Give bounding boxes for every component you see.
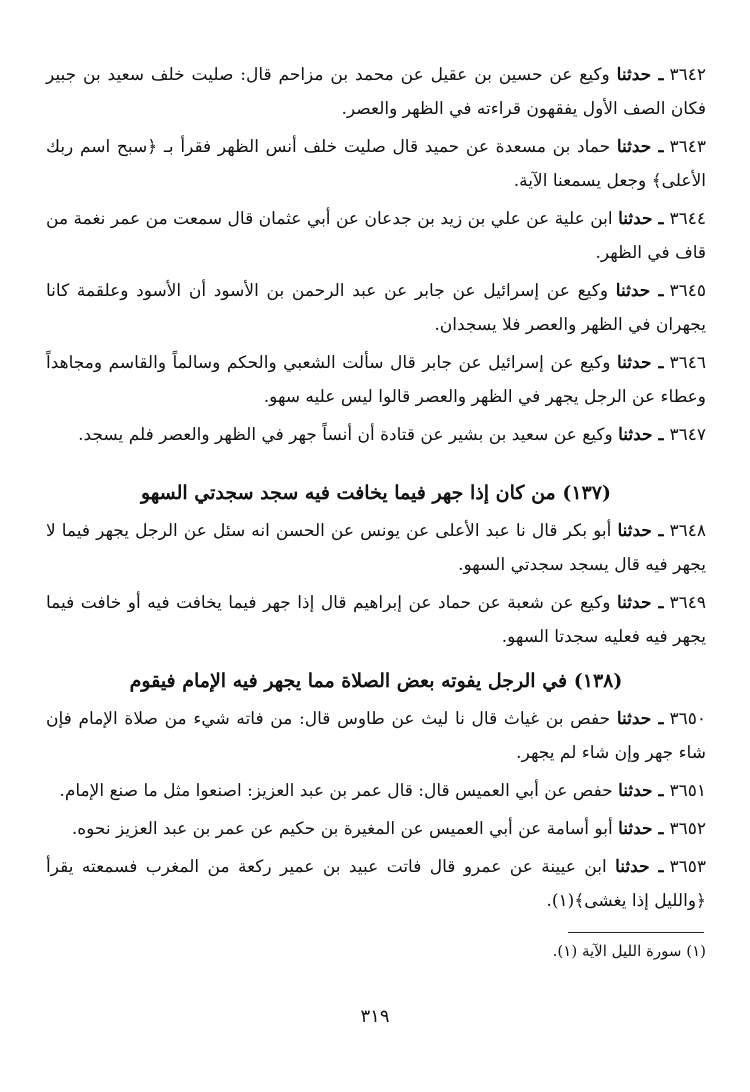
- hadith-text: وكيع عن شعبة عن حماد عن إبراهيم قال إذا جهر فيما يخافت فيه أو خافت فيما يجهر فيه فعليه سجدتا السهو.: [46, 593, 706, 647]
- hadith-paragraph: [46, 274, 706, 342]
- hadith-paragraph: [46, 850, 706, 918]
- hadith-paragraph: [46, 130, 706, 198]
- hadith-number: ٣٦٤٢: [669, 65, 707, 85]
- hadith-number: ٣٦٥١: [669, 781, 706, 801]
- chapter-heading: (١٣٨) في الرجل يفوته بعض الصلاة مما يجهر فيه الإمام فيقوم: [129, 670, 623, 692]
- hadith-lead: ـ حدثنا: [616, 137, 664, 157]
- section-c: [46, 702, 706, 918]
- hadith-text: أبو أسامة عن أبي العميس عن المغيرة بن حكيم عن عمر بن عبد العزيز نحوه.: [71, 819, 613, 839]
- hadith-text: حماد بن مسعدة عن حميد قال صليت خلف أنس الظهر فقرأ بـ ﴿سبح اسم ربك الأعلى﴾ وجعل يسمعنا الآية.: [46, 137, 706, 191]
- hadith-text: ابن علية عن علي بن زيد بن جدعان عن أبي عثمان قال سمعت من عمر نغمة من قاف في الظهر.: [46, 209, 706, 263]
- hadith-number: ٣٦٤٥: [669, 281, 706, 301]
- hadith-text: وكيع عن إسرائيل عن جابر عن عبد الرحمن بن الأسود أن الأسود وعلقمة كانا يجهران في الظهر والعصر فلا يسجدان.: [46, 281, 706, 335]
- hadith-text: أبو بكر قال نا عبد الأعلى عن يونس عن الحسن انه سئل عن الرجل يجهر فيما لا يجهر فيه قال يسجد سجدتي السهو.: [46, 521, 706, 575]
- hadith-text: وكيع عن إسرائيل عن جابر قال سألت الشعبي والحكم وسالماً والقاسم ومجاهداً وعطاء عن الرجل يجهر في الظهر والعصر قالوا ليس عليه سهو.: [46, 353, 706, 407]
- hadith-number: ٣٦٤٤: [669, 209, 707, 229]
- hadith-paragraph: [46, 702, 706, 770]
- hadith-paragraph: [46, 586, 706, 654]
- hadith-lead: ـ حدثنا: [616, 65, 664, 85]
- hadith-paragraph: [46, 774, 706, 808]
- hadith-number: ٣٦٤٧: [669, 425, 706, 445]
- section-a: [46, 58, 706, 452]
- hadith-text: حفص بن غياث قال نا ليث عن طاوس قال: من فاته شيء من صلاة الإمام فإن شاء جهر وإن شاء لم يجهر.: [46, 709, 706, 763]
- hadith-lead: ـ حدثنا: [615, 857, 664, 877]
- hadith-number: ٣٦٥٣: [669, 857, 707, 877]
- hadith-number: ٣٦٤٣: [669, 137, 707, 157]
- hadith-paragraph: [46, 202, 706, 270]
- hadith-number: ٣٦٤٦: [669, 353, 707, 373]
- hadith-paragraph: [46, 514, 706, 582]
- hadith-number: ٣٦٤٩: [669, 593, 707, 613]
- hadith-number: ٣٦٥٠: [669, 709, 707, 729]
- hadith-text: حفص عن أبي العميس قال: قال عمر بن عبد العزيز: اصنعوا مثل ما صنع الإمام.: [59, 781, 613, 801]
- footnote-divider: [568, 932, 704, 933]
- hadith-lead: ـ حدثنا: [618, 209, 664, 229]
- hadith-lead: ـ حدثنا: [615, 281, 664, 301]
- hadith-paragraph: [46, 58, 706, 126]
- hadith-lead: ـ حدثنا: [618, 781, 664, 801]
- chapter-heading: (١٣٧) من كان إذا جهر فيما يخافت فيه سجد سجدتي السهو: [141, 482, 611, 504]
- hadith-text: ابن عيينة عن عمرو قال فاتت عبيد بن عمير ركعة من المغرب فسمعته يقرأ ﴿والليل إذا يغشى﴾(١).: [46, 857, 706, 911]
- hadith-paragraph: [46, 418, 706, 452]
- hadith-lead: ـ حدثنا: [617, 521, 664, 541]
- hadith-number: ٣٦٥٢: [669, 819, 706, 839]
- hadith-lead: ـ حدثنا: [617, 353, 664, 373]
- hadith-lead: ـ حدثنا: [616, 709, 664, 729]
- hadith-paragraph: [46, 812, 706, 846]
- hadith-lead: ـ حدثنا: [618, 425, 664, 445]
- footnote: (١) سورة الليل الآية (١).: [552, 942, 706, 960]
- hadith-lead: ـ حدثنا: [617, 593, 664, 613]
- hadith-paragraph: [46, 346, 706, 414]
- page-number: ٣١٩: [360, 1006, 390, 1027]
- section-b: [46, 514, 706, 654]
- hadith-text: وكيع عن حسين بن عقيل عن محمد بن مزاحم قال: صليت خلف سعيد بن جبير فكان الصف الأول يفقهون قراءته في الظهر والعصر.: [46, 65, 706, 119]
- hadith-lead: ـ حدثنا: [618, 819, 664, 839]
- hadith-number: ٣٦٤٨: [669, 521, 706, 541]
- hadith-text: وكيع عن سعيد بن بشير عن قتادة أن أنساً جهر في الظهر والعصر فلم يسجد.: [78, 425, 613, 445]
